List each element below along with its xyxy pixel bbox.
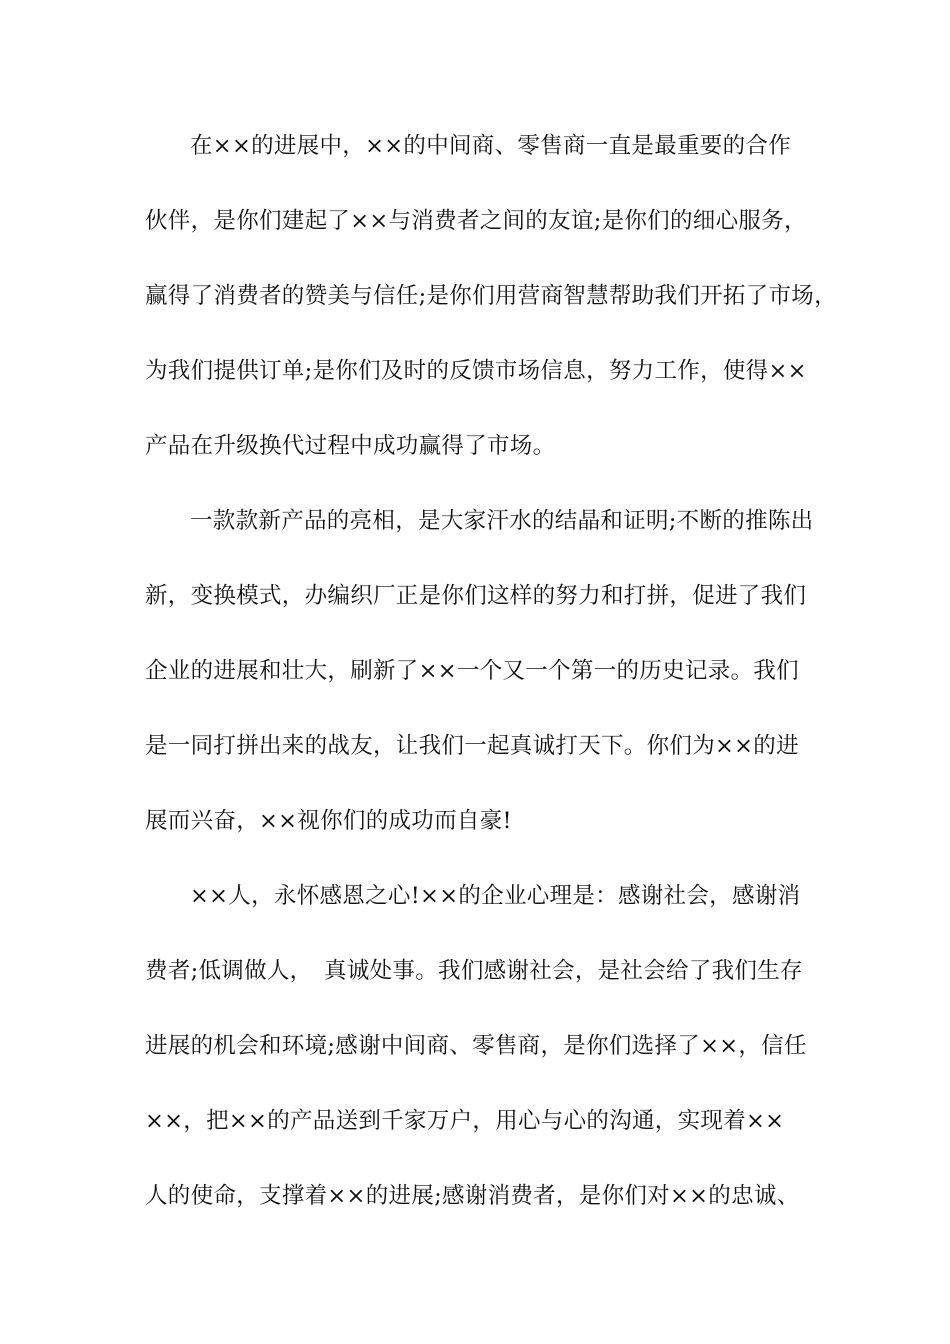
- paragraph-3-line-2: 费者;低调做人， 真诚处事。我们感谢社会，是社会给了我们生存: [145, 958, 803, 984]
- paragraph-2-line-5: 展而兴奋，××视你们的成功而自豪!: [145, 808, 512, 834]
- paragraph-3-line-5: 人的使命，支撑着××的进展;感谢消费者，是你们对××的忠诚、: [145, 1183, 800, 1209]
- paragraph-2-line-1: 一款款新产品的亮相，是大家汗水的结晶和证明;不断的推陈出: [190, 508, 814, 534]
- paragraph-1-line-1: 在××的进展中，××的中间商、零售商一直是最重要的合作: [190, 133, 792, 159]
- paragraph-2-line-4: 是一同打拼出来的战友，让我们一起真诚打天下。你们为××的进: [145, 733, 799, 759]
- paragraph-3-line-4: ××，把××的产品送到千家万户，用心与心的沟通，实现着××: [145, 1108, 785, 1134]
- paragraph-3-line-1: ××人，永怀感恩之心!××的企业心理是：感谢社会，感谢消: [190, 883, 801, 909]
- paragraph-2-line-3: 企业的进展和壮大，刷新了××一个又一个第一的历史记录。我们: [145, 658, 799, 684]
- paragraph-2-line-2: 新，变换模式，办编织厂正是你们这样的努力和打拼，促进了我们: [145, 583, 807, 609]
- paragraph-1-line-4: 为我们提供订单;是你们及时的反馈市场信息，努力工作，使得××: [145, 358, 807, 384]
- paragraph-1-line-5: 产品在升级换代过程中成功赢得了市场。: [145, 433, 556, 459]
- paragraph-3-line-3: 进展的机会和环境;感谢中间商、零售商，是你们选择了××，信任: [145, 1033, 807, 1059]
- paragraph-1-line-2: 伙伴，是你们建起了××与消费者之间的友谊;是你们的细心服务，: [145, 208, 807, 234]
- paragraph-1-line-3: 赢得了消费者的赞美与信任;是你们用营商智慧帮助我们开拓了市场，: [145, 283, 837, 309]
